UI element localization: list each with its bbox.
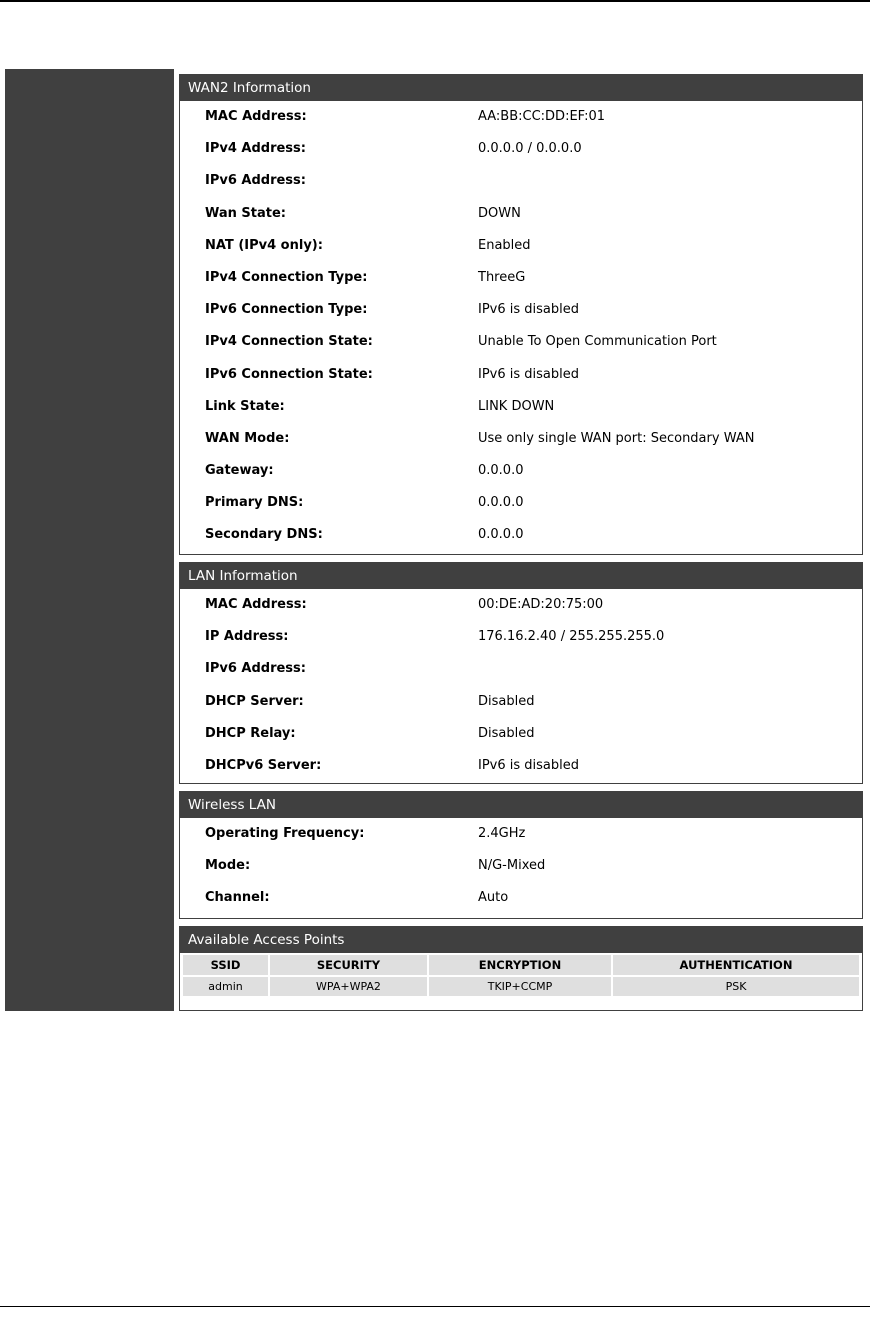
- row-value: IPv6 is disabled: [478, 302, 580, 318]
- info-row: [180, 133, 862, 165]
- info-row: [180, 198, 862, 230]
- sidebar: [5, 69, 174, 1011]
- wan2-information-header: WAN2 Information: [180, 75, 862, 101]
- row-label: NAT (IPv4 only):: [205, 237, 323, 253]
- row-value: Disabled: [478, 693, 535, 709]
- row-value: ThreeG: [478, 269, 526, 285]
- info-row: [180, 101, 862, 133]
- row-value: Auto: [478, 890, 509, 906]
- info-row: [180, 882, 862, 914]
- info-row: [180, 750, 862, 782]
- info-row: [180, 262, 862, 294]
- column-header-authentication: AUTHENTICATION: [613, 955, 859, 975]
- info-row: [180, 818, 862, 850]
- table-header-row: [183, 955, 859, 975]
- row-label: IPv4 Address:: [205, 141, 306, 157]
- row-label: Wan State:: [205, 205, 287, 221]
- info-row: [180, 230, 862, 262]
- info-row: [180, 519, 862, 551]
- info-row: [180, 621, 862, 653]
- row-value: 00:DE:AD:20:75:00: [478, 597, 604, 612]
- row-value: Enabled: [478, 237, 531, 253]
- info-row: [180, 455, 862, 487]
- row-label: IPv6 Address:: [205, 661, 306, 677]
- access-points-panel: [179, 926, 863, 1011]
- row-label: IPv6 Connection State:: [205, 366, 373, 382]
- row-label: Primary DNS:: [205, 495, 304, 511]
- row-value: Disabled: [478, 725, 535, 741]
- row-label: MAC Address:: [205, 109, 307, 124]
- info-row: [180, 718, 862, 750]
- row-label: IPv6 Address:: [205, 173, 306, 189]
- wireless-lan-panel: [179, 791, 863, 919]
- info-row: [180, 165, 862, 197]
- row-label: MAC Address:: [205, 597, 307, 612]
- row-label: DHCPv6 Server:: [205, 757, 322, 773]
- wireless-lan-header: Wireless LAN: [180, 792, 862, 818]
- info-row: [180, 653, 862, 685]
- row-label: Link State:: [205, 398, 285, 414]
- info-row: [180, 391, 862, 423]
- info-row: [180, 359, 862, 391]
- column-header-security: SECURITY: [270, 955, 427, 975]
- row-value: DOWN: [478, 205, 521, 221]
- encryption-cell: TKIP+CCMP: [429, 977, 611, 996]
- info-row: [180, 326, 862, 358]
- info-row: [180, 487, 862, 519]
- row-label: IPv4 Connection Type:: [205, 269, 368, 285]
- row-value: AA:BB:CC:DD:EF:01: [478, 109, 606, 124]
- row-value: IPv6 is disabled: [478, 757, 580, 773]
- top-rule: [0, 0, 870, 2]
- security-cell: WPA+WPA2: [270, 977, 427, 996]
- row-label: Gateway:: [205, 463, 274, 479]
- row-label: Operating Frequency:: [205, 826, 365, 841]
- row-label: IPv4 Connection State:: [205, 334, 373, 350]
- row-value: N/G-Mixed: [478, 858, 546, 874]
- ssid-cell: admin: [183, 977, 268, 996]
- row-value: 176.16.2.40 / 255.255.255.0: [478, 629, 665, 645]
- row-label: IPv6 Connection Type:: [205, 302, 368, 318]
- info-row: [180, 294, 862, 326]
- row-label: Secondary DNS:: [205, 527, 323, 543]
- row-label: DHCP Server:: [205, 693, 304, 709]
- access-points-table: [181, 953, 861, 998]
- lan-information-panel: [179, 562, 863, 784]
- row-label: Mode:: [205, 858, 251, 874]
- info-row: [180, 423, 862, 455]
- info-row: [180, 850, 862, 882]
- authentication-cell: PSK: [613, 977, 859, 996]
- wan2-information-panel: [179, 74, 863, 555]
- info-row: [180, 589, 862, 621]
- row-value: IPv6 is disabled: [478, 366, 580, 382]
- row-value: 0.0.0.0 / 0.0.0.0: [478, 141, 582, 157]
- column-header-ssid: SSID: [183, 955, 268, 975]
- lan-information-header: LAN Information: [180, 563, 862, 589]
- row-value: Use only single WAN port: Secondary WAN: [478, 430, 755, 446]
- info-row: [180, 686, 862, 718]
- bottom-rule: [0, 1306, 870, 1307]
- row-value: LINK DOWN: [478, 398, 555, 414]
- row-value: 0.0.0.0: [478, 527, 524, 543]
- row-label: DHCP Relay:: [205, 725, 296, 741]
- row-value: 0.0.0.0: [478, 463, 524, 479]
- row-label: IP Address:: [205, 629, 289, 645]
- row-label: WAN Mode:: [205, 430, 290, 446]
- column-header-encryption: ENCRYPTION: [429, 955, 611, 975]
- access-points-header: Available Access Points: [180, 927, 862, 953]
- row-label: Channel:: [205, 890, 270, 906]
- table-row: [183, 977, 859, 996]
- row-value: 2.4GHz: [478, 826, 526, 841]
- row-value: 0.0.0.0: [478, 495, 524, 511]
- row-value: Unable To Open Communication Port: [478, 334, 717, 350]
